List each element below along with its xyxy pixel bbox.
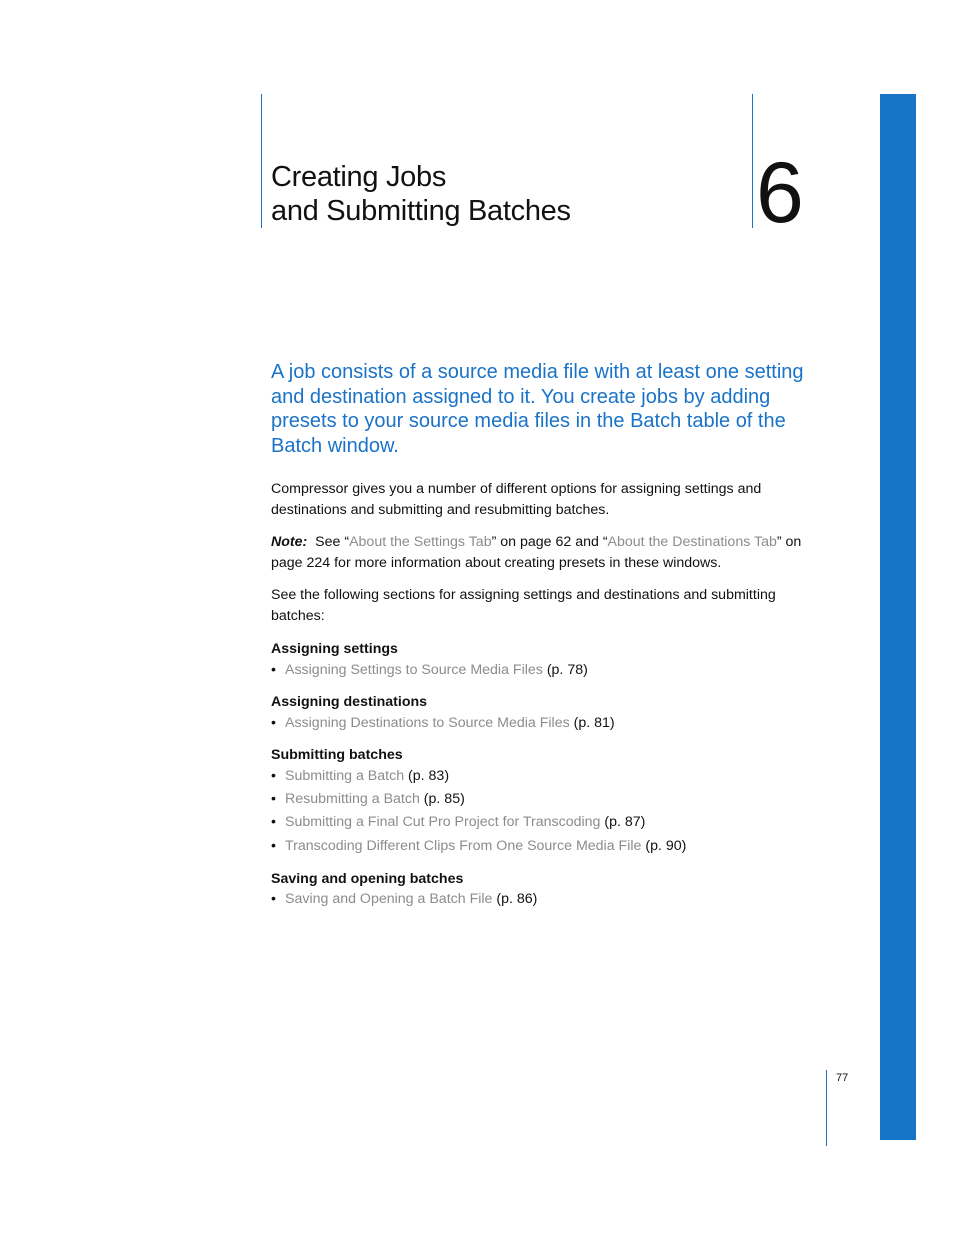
chapter-title-line1: Creating Jobs — [271, 161, 447, 193]
list-item — [271, 812, 645, 832]
section-heading-saving-opening-batches: Saving and opening batches — [271, 871, 464, 887]
page-number: 77 — [836, 1072, 849, 1084]
list-item — [271, 713, 615, 733]
note-see: See “ — [315, 534, 350, 550]
bullet-icon: • — [271, 768, 276, 784]
bullet-icon: • — [271, 891, 276, 907]
section-heading-assigning-destinations: Assigning destinations — [271, 694, 428, 710]
page-ref: (p. 78) — [542, 662, 588, 678]
body-paragraph-1: Compressor gives you a number of different options for assigning settings and destinations and submitting and resubmitting batches. — [271, 481, 762, 518]
list-item — [271, 660, 588, 680]
link-assigning-settings[interactable]: Assigning Settings to Source Media Files — [285, 662, 543, 678]
bullet-icon: • — [271, 838, 276, 854]
link-resubmitting-a-batch[interactable]: Resubmitting a Batch — [285, 791, 420, 807]
list-item — [271, 889, 537, 909]
list-item — [271, 766, 449, 786]
chapter-side-tab — [880, 94, 916, 1140]
page-ref: (p. 85) — [419, 791, 465, 807]
link-submitting-a-batch[interactable]: Submitting a Batch — [285, 768, 405, 784]
bullet-icon: • — [271, 791, 276, 807]
link-assigning-destinations[interactable]: Assigning Destinations to Source Media Files — [285, 715, 570, 731]
bullet-icon: • — [271, 814, 276, 830]
bullet-icon: • — [271, 715, 276, 731]
section-heading-submitting-batches: Submitting batches — [271, 747, 403, 763]
link-saving-opening-batch-file[interactable]: Saving and Opening a Batch File — [285, 891, 493, 907]
link-transcoding-different-clips[interactable]: Transcoding Different Clips From One Source Media File — [285, 838, 642, 854]
note-mid: ” on page 62 and “ — [491, 534, 608, 550]
link-about-destinations-tab[interactable]: About the Destinations Tab — [607, 534, 777, 550]
page-ref: (p. 83) — [404, 768, 450, 784]
title-left-rule — [261, 94, 262, 228]
bullet-icon: • — [271, 662, 276, 678]
list-item — [271, 836, 686, 856]
list-item — [271, 789, 465, 809]
chapter-number: 6 — [756, 145, 804, 241]
page-ref: (p. 87) — [600, 814, 646, 830]
note-label: Note: — [271, 534, 308, 550]
chapter-title-line2: and Submitting Batches — [271, 195, 571, 227]
note-end: ” on page 224 for more information about creating presets in these windows. — [271, 534, 802, 571]
chapter-title — [271, 160, 571, 228]
section-heading-assigning-settings: Assigning settings — [271, 641, 398, 657]
page-number-rule — [826, 1070, 827, 1146]
note-paragraph — [271, 532, 811, 574]
page-ref: (p. 81) — [569, 715, 615, 731]
body-paragraph-2: See the following sections for assigning settings and destinations and submitting batches: — [271, 587, 776, 624]
link-about-settings-tab[interactable]: About the Settings Tab — [349, 534, 492, 550]
link-submitting-final-cut-pro-project[interactable]: Submitting a Final Cut Pro Project for Transcoding — [285, 814, 601, 830]
page-ref: (p. 86) — [492, 891, 538, 907]
intro-paragraph: A job consists of a source media file with at least one setting and destination assigned to it. You create jobs by adding presets to your source media files in the Batch table of the Batch window. — [271, 361, 804, 458]
page-ref: (p. 90) — [641, 838, 687, 854]
chapter-number-rule — [752, 94, 753, 228]
